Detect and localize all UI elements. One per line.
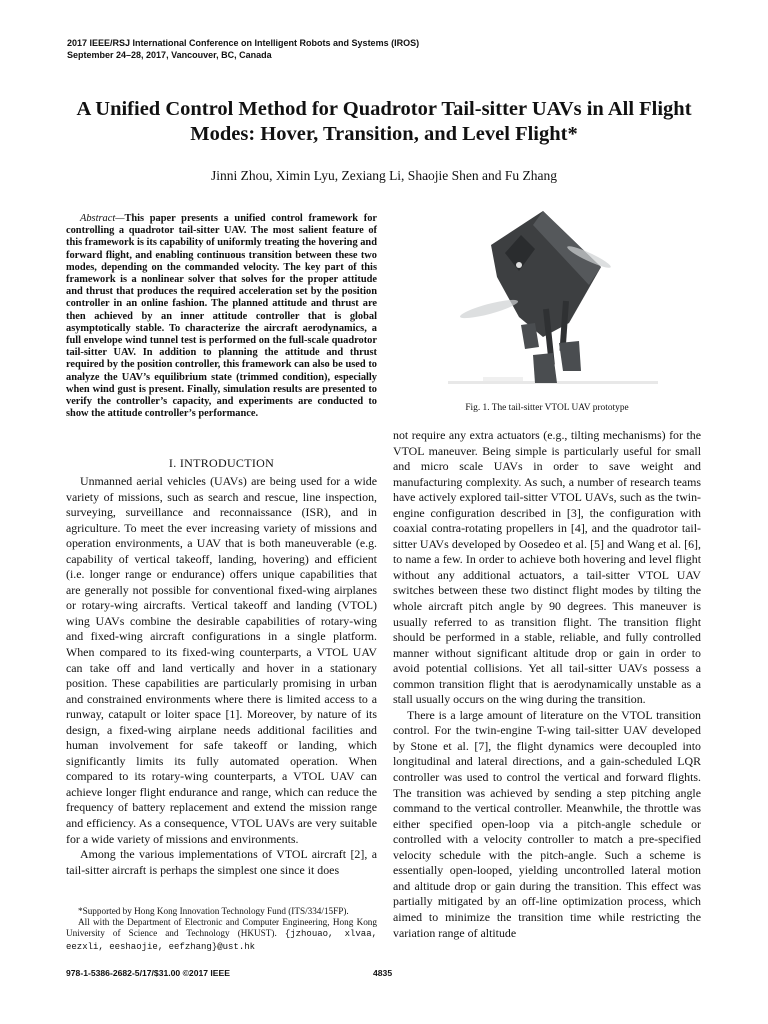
conference-header bbox=[67, 38, 419, 61]
abstract-label: Abstract— bbox=[80, 213, 125, 224]
paragraph: not require any extra actuators (e.g., tilting mechanisms) for the VTOL maneuver. Being simple is particularly useful for small and micro scale UAVs in order to save weight and manufacturing complexity. As such, a number of research teams have actively explored tail-sitter VTOL UAVs, such as the twin-engine configuration described in [3], the configuration with coaxial contra-rotating propellers in [4], and the quadrotor tail-sitter UAVs developed by Oosedeo et al. [5] and Wang et al. [6], to name a few. In order to achieve both hovering and level flight without any additional actuators, a tail-sitter VTOL UAV switches between these two distinct flight modes by tilting the whole aircraft pitch angle by 90 degrees. This maneuver is usually referred to as transition flight. The transition flight should be performed in a stable, reliable, and fully controlled manner without significant altitude drop or gain in order to avoid potential collisions. Yet all tail-sitter UAVs possess a common transition flight that is aerodynamically unstable as a stall usually occurs on the wing during the transition. bbox=[393, 428, 701, 707]
footnote-affiliation bbox=[66, 917, 377, 953]
title-line-2: Modes: Hover, Transition, and Level Flight* bbox=[190, 123, 578, 145]
isbn-copyright: 978-1-5386-2682-5/17/$31.00 ©2017 IEEE bbox=[66, 968, 231, 978]
conference-date-location: September 24–28, 2017, Vancouver, BC, Canada bbox=[67, 49, 272, 60]
uav-photo bbox=[393, 205, 701, 395]
abstract bbox=[66, 213, 377, 420]
title-line-1: A Unified Control Method for Quadrotor Tail-sitter UAVs in All Flight bbox=[76, 98, 692, 120]
left-column-body bbox=[66, 474, 377, 878]
footnote-funding: *Supported by Hong Kong Innovation Technology Fund (ITS/334/15FP). bbox=[78, 906, 349, 916]
footnote bbox=[66, 906, 377, 953]
page-number: 4835 bbox=[373, 968, 393, 978]
paper-title bbox=[50, 97, 718, 147]
figure-caption: Fig. 1. The tail-sitter VTOL UAV prototype bbox=[465, 403, 629, 413]
footnote-emails: {jzhouao, xlvaa, eezxli, eeshaojie, eefzhang}@ust.hk bbox=[66, 929, 378, 952]
right-column-body bbox=[393, 428, 701, 941]
paragraph: There is a large amount of literature on the VTOL transition control. For the twin-engine T-wing tail-sitter UAV developed by Stone et al. [7], the flight dynamics were decoupled into longitudinal and lateral directions, and a gain-scheduled LQR controller was used to control the vertical and forward flights. The transition was achieved by sending a step pitching angle command to the vertical controller. Meanwhile, the throttle was either specified open-loop via a pitch-angle schedule or controlled with a velocity controller to match a pre-specified velocity schedule with the pitch-angle. Such a scheme is essentially open-looped, yielding uncontrolled lateral motion and altitude drop or gain during the transition. This effect was partially mitigated by an off-line optimization process, which aimed to minimize the transition time while restricting the variation range of altitude bbox=[393, 707, 701, 940]
paragraph: Among the various implementations of VTOL aircraft [2], a tail-sitter aircraft is perhaps the simplest one since it does bbox=[66, 847, 377, 877]
author-list: Jinni Zhou, Ximin Lyu, Zexiang Li, Shaojie Shen and Fu Zhang bbox=[210, 168, 558, 183]
footnote-affiliation-text: All with the Department of Electronic and Computer Engineering, Hong Kong University of Science and Technology (HKUST). bbox=[66, 917, 377, 939]
abstract-text: This paper presents a unified control framework for controlling a quadrotor tail-sitter UAV. The most salient feature of this framework is its capability of uniformly treating the hovering and forward flight, and enabling continuous transition between these two modes, depending on the commanded velocity. The key part of this framework is a nonlinear solver that solves for the proper attitude and thrust that produces the required acceleration set by the position controller in an online fashion. The planned attitude and thrust are then achieved by an inner attitude controller that is global asymptotically stable. To characterize the aircraft aerodynamics, a full envelope wind tunnel test is performed on the full-scale quadrotor tail-sitter UAV. In addition to planning the attitude and thrust required by the position controller, this framework can also be used to analyze the UAV’s equilibrium state (trimmed condition), especially when wind gust is present. Finally, simulation results are presented to verify the controller’s capacity, and experiments are conducted to show the attitude controller’s performance. bbox=[66, 213, 377, 420]
section-heading-introduction: I. INTRODUCTION bbox=[168, 456, 275, 470]
conference-name: 2017 IEEE/RSJ International Conference on Intelligent Robots and Systems (IROS) bbox=[67, 38, 420, 48]
paragraph: Unmanned aerial vehicles (UAVs) are being used for a wide variety of missions, such as search and rescue, line inspection, surveying, surveillance and reconnaissance (ISR), and in agriculture. To meet the ever increasing variety of missions and operation environments, a UAV that is both maneuverable (e.g. capability of vertical takeoff, landing, hovering) and efficient (i.e. longer range or endurance) offers unique capabilities that are generally not possible for conventional fixed-wing airplanes or rotary-wing aircrafts. Vertical takeoff and landing (VTOL) wing UAVs combine the desirable capabilities of rotary-wing and fixed-wing aircraft configurations in a single platform. When compared to its fixed-wing counterparts, a VTOL UAV can take off and land vertically and hover in a stationary position. These capabilities are particularly promising in urban and constrained environments where there is limited access to a runway, catapult or loiter space [1]. Moreover, by nature of its design, a fixed-wing airplane needs additional facilities and human involvement for safe takeoff or landing, which significantly limits its fully automated operation. When compared to its rotary-wing counterparts, a VTOL UAV can achieve longer flight endurance and range, which can reduce the frequency of battery replacement and extend the mission range and efficiency. As a consequence, VTOL UAVs are very suitable for a wide variety of missions and environments. bbox=[66, 474, 377, 846]
